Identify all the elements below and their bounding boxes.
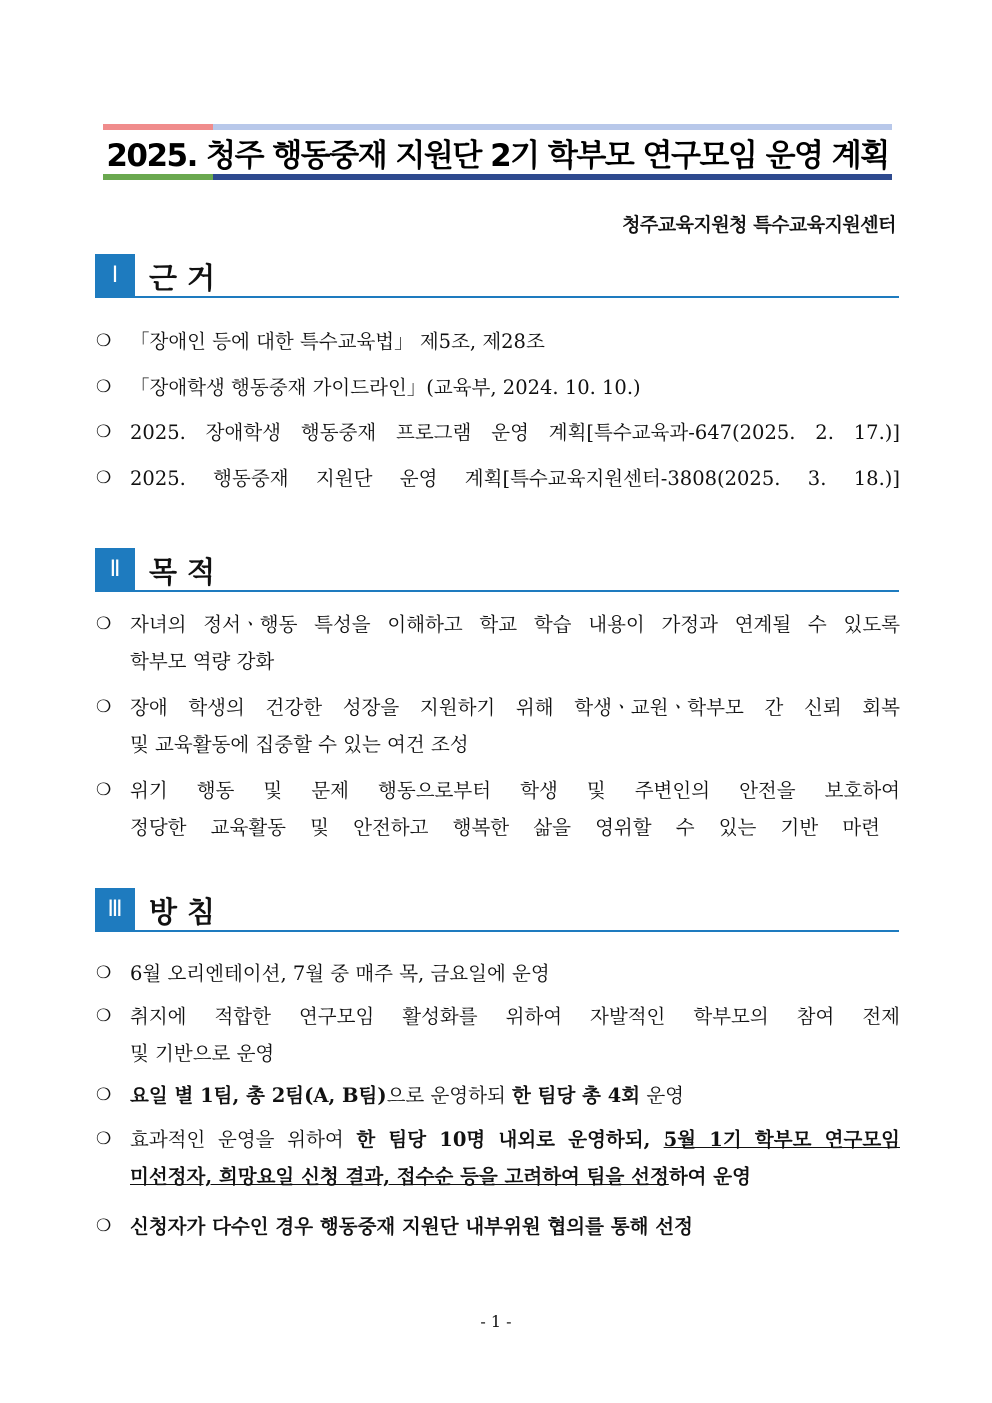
section-heading-purpose [95,548,899,592]
bullet-icon: ❍ [96,614,112,634]
section-title: 근거 [149,261,226,295]
list-item: ❍ 효과적인 운영을 위하여 한 팀당 10명 내외로 운영하되, 5월 1기 학부모 연구모임 미선정자, 희망요일 신청 결과, 접수순 등을 고려하여 팀을 선정하여 운영 [96,1121,900,1195]
organization-name: 청주교육지원청 특수교육지원센터 [622,214,896,236]
bullet-icon: ❍ [96,422,112,442]
list-item: ❍ 장애 학생의 건강한 성장을 지원하기 위해 학생ㆍ교원ㆍ학부모 간 신뢰 회복 및 교육활동에 집중할 수 있는 여건 조성 [96,689,900,763]
list-item: ❍ 취지에 적합한 연구모임 활성화를 위하여 자발적인 학부모의 참여 전제 및 기반으로 운영 [96,998,900,1072]
list-item: ❍ 2025. 장애학생 행동중재 프로그램 운영 계획[특수교육과-647(2025. 2. 17.)] [96,414,900,451]
bullet-icon: ❍ [96,468,112,488]
list-item: ❍ 자녀의 정서ㆍ행동 특성을 이해하고 학교 학습 내용이 가정과 연계될 수 있도록 학부모 역량 강화 [96,606,900,680]
bullet-icon: ❍ [96,377,112,397]
bullet-icon: ❍ [96,963,112,983]
list-item: ❍ 신청자가 다수인 경우 행동중재 지원단 내부위원 협의를 통해 선정 [96,1208,900,1245]
bullet-icon: ❍ [96,1006,112,1026]
bullet-icon: ❍ [96,1085,112,1105]
section-heading-basis [95,254,899,298]
document-title: 2025. 청주 행동중재 지원단 2기 학부모 연구모임 운영 계획 [106,137,889,174]
list-item: ❍ 위기 행동 및 문제 행동으로부터 학생 및 주변인의 안전을 보호하여 정당한 교육활동 및 안전하고 행복한 삶을 영위할 수 있는 기반 마련 [96,772,900,846]
list-item: ❍ 「장애학생 행동중재 가이드라인」(교육부, 2024. 10. 10.) [96,369,900,406]
section-title: 방침 [149,895,226,929]
section-number: Ⅰ [95,254,135,296]
list-item: ❍ 요일 별 1팀, 총 2팀(A, B팀)으로 운영하되 한 팀당 총 4회 운영 [96,1077,900,1114]
bullet-icon: ❍ [96,1129,112,1149]
list-item: ❍ 6월 오리엔테이션, 7월 중 매주 목, 금요일에 운영 [96,955,900,992]
bullet-icon: ❍ [96,1216,112,1236]
page-number: - 1 - [480,1312,512,1331]
section-number: Ⅱ [95,548,135,590]
list-item: ❍ 2025. 행동중재 지원단 운영 계획[특수교육지원센터-3808(2025. 3. 18.)] [96,460,900,497]
section-number: Ⅲ [95,888,135,930]
section-title: 목적 [149,555,226,589]
bullet-icon: ❍ [96,697,112,717]
list-item: ❍ 「장애인 등에 대한 특수교육법」 제5조, 제28조 [96,323,900,360]
bullet-icon: ❍ [96,331,112,351]
section-heading-policy [95,888,899,932]
document-title-box [103,124,892,180]
bullet-icon: ❍ [96,780,112,800]
